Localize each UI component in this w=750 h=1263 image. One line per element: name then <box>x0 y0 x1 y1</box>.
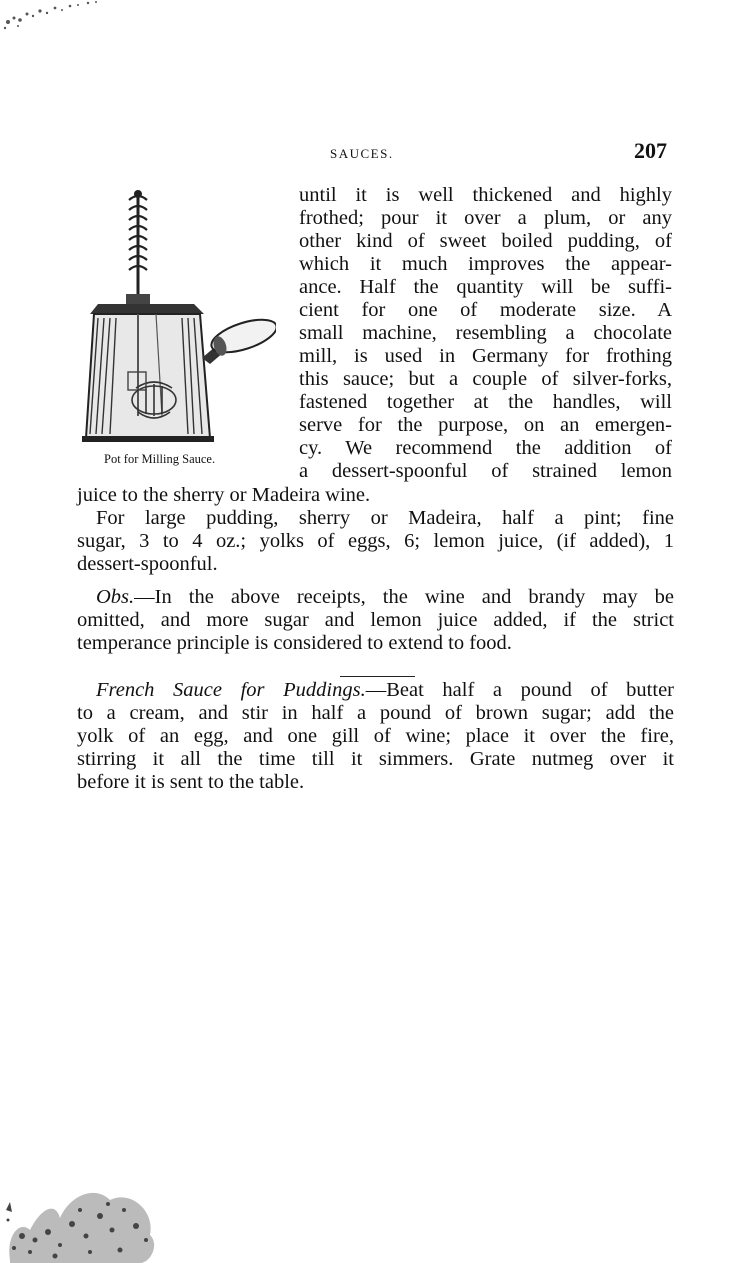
section-divider <box>340 676 415 677</box>
french-sauce-first-line <box>96 679 674 702</box>
text-line: fastened together at the handles, will <box>299 391 672 413</box>
text-line: cient for one of moderate size. A <box>299 299 672 321</box>
text-line: For large pudding, sherry or Madeira, half a pint; fine <box>96 507 674 529</box>
milling-pot-figure <box>76 186 276 476</box>
french-sauce-first-line-text: —Beat half a pound of butter <box>365 679 674 701</box>
text-line: other kind of sweet boiled pudding, of <box>299 230 672 252</box>
page-stain-bottom <box>0 1140 170 1263</box>
text-line: ance. Half the quantity will be suffi- <box>299 276 672 298</box>
text-line: which it much improves the appear- <box>299 253 672 275</box>
text-line: until it is well thickened and highly <box>299 184 672 206</box>
text-line: serve for the purpose, on an emergen- <box>299 414 672 436</box>
text-line: this sauce; but a couple of silver-forks, <box>299 368 672 390</box>
page-stain-top <box>0 0 110 40</box>
text-line: omitted, and more sugar and lemon juice added, if the strict <box>77 609 674 631</box>
text-line: small machine, resembling a chocolate <box>299 322 672 344</box>
french-sauce-title: French Sauce for Puddings. <box>96 679 366 701</box>
text-line: frothed; pour it over a plum, or any <box>299 207 672 229</box>
text-line: mill, is used in Germany for frothing <box>299 345 672 367</box>
text-line: cy. We recommend the addition of <box>299 437 672 459</box>
text-line: temperance principle is considered to extend to food. <box>77 632 512 654</box>
text-line: a dessert-spoonful of strained lemon <box>299 460 672 482</box>
text-line: before it is sent to the table. <box>77 771 305 793</box>
text-line: yolk of an egg, and one gill of wine; place it over the fire, <box>77 725 674 747</box>
milling-pot-icon <box>76 186 276 446</box>
text-line: sugar, 3 to 4 oz.; yolks of eggs, 6; lemon juice, (if added), 1 <box>77 530 674 552</box>
obs-first-line-text: —In the above receipts, the wine and brandy may be <box>134 586 674 608</box>
text-line: stirring it all the time till it simmers. Grate nutmeg over it <box>77 748 674 770</box>
figure-caption: Pot for Milling Sauce. <box>104 452 216 466</box>
obs-first-line <box>96 586 674 609</box>
text-line: dessert-spoonful. <box>77 553 218 575</box>
obs-label: Obs. <box>96 586 135 608</box>
page-number: 207 <box>634 138 667 163</box>
running-head: SAUCES. <box>330 146 394 161</box>
text-line: juice to the sherry or Madeira wine. <box>77 484 371 506</box>
text-line: to a cream, and stir in half a pound of brown sugar; add the <box>77 702 674 724</box>
